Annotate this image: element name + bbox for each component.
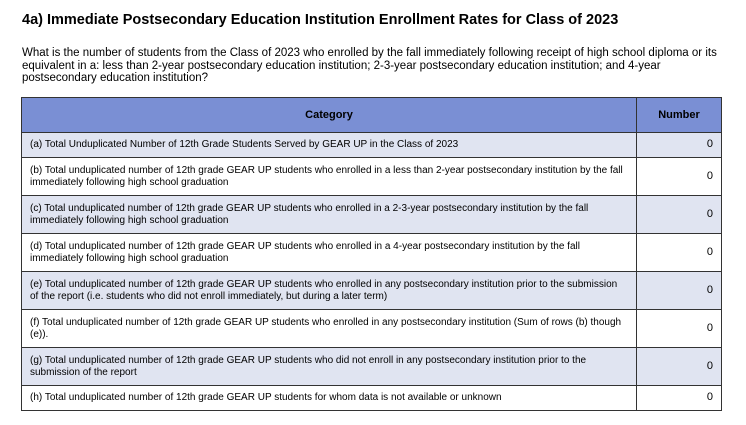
- row-category-g: (g) Total unduplicated number of 12th grade GEAR UP students who did not enroll in any postsecondary institution prior to the submission of the report: [22, 348, 637, 386]
- column-header-category: Category: [22, 98, 637, 133]
- table-row: [22, 158, 722, 196]
- row-number-g[interactable]: 0: [637, 348, 722, 386]
- row-number-e[interactable]: 0: [637, 272, 722, 310]
- table-row: [22, 234, 722, 272]
- enrollment-table: [21, 97, 722, 411]
- table-row: [22, 196, 722, 234]
- row-number-d[interactable]: 0: [637, 234, 722, 272]
- table-header-row: [22, 98, 722, 133]
- row-category-d: (d) Total unduplicated number of 12th grade GEAR UP students who enrolled in a 4-year postsecondary institution by the fall immediately following high school graduation: [22, 234, 637, 272]
- row-number-h[interactable]: 0: [637, 386, 722, 411]
- row-number-a[interactable]: 0: [637, 133, 722, 158]
- section-question: What is the number of students from the Class of 2023 who enrolled by the fall immediately following receipt of high school diploma or its equivalent in a: less than 2-year postsecondary education institution; 2-3-year postsecondary education institution; and 4-year postsecondary education institution?: [22, 47, 717, 84]
- table-row: [22, 310, 722, 348]
- row-category-b: (b) Total unduplicated number of 12th grade GEAR UP students who enrolled in a less than 2-year postsecondary institution by the fall immediately following high school graduation: [22, 158, 637, 196]
- row-number-b[interactable]: 0: [637, 158, 722, 196]
- table-row: [22, 348, 722, 386]
- table-row: [22, 386, 722, 411]
- row-category-e: (e) Total unduplicated number of 12th grade GEAR UP students who enrolled in any postsecondary institution prior to the submission of the report (i.e. students who did not enroll immediately, but during a later term): [22, 272, 637, 310]
- row-number-f[interactable]: 0: [637, 310, 722, 348]
- row-category-h: (h) Total unduplicated number of 12th grade GEAR UP students for whom data is not available or unknown: [22, 386, 637, 411]
- table-row: [22, 133, 722, 158]
- row-number-c[interactable]: 0: [637, 196, 722, 234]
- row-category-f: (f) Total unduplicated number of 12th grade GEAR UP students who enrolled in any postsecondary institution (Sum of rows (b) though (e)).: [22, 310, 637, 348]
- table-row: [22, 272, 722, 310]
- column-header-number: Number: [637, 98, 722, 133]
- row-category-c: (c) Total unduplicated number of 12th grade GEAR UP students who enrolled in a 2-3-year postsecondary institution by the fall immediately following high school graduation: [22, 196, 637, 234]
- section-title: 4a) Immediate Postsecondary Education Institution Enrollment Rates for Class of 2023: [22, 12, 619, 28]
- row-category-a: (a) Total Unduplicated Number of 12th Grade Students Served by GEAR UP in the Class of 2023: [22, 133, 637, 158]
